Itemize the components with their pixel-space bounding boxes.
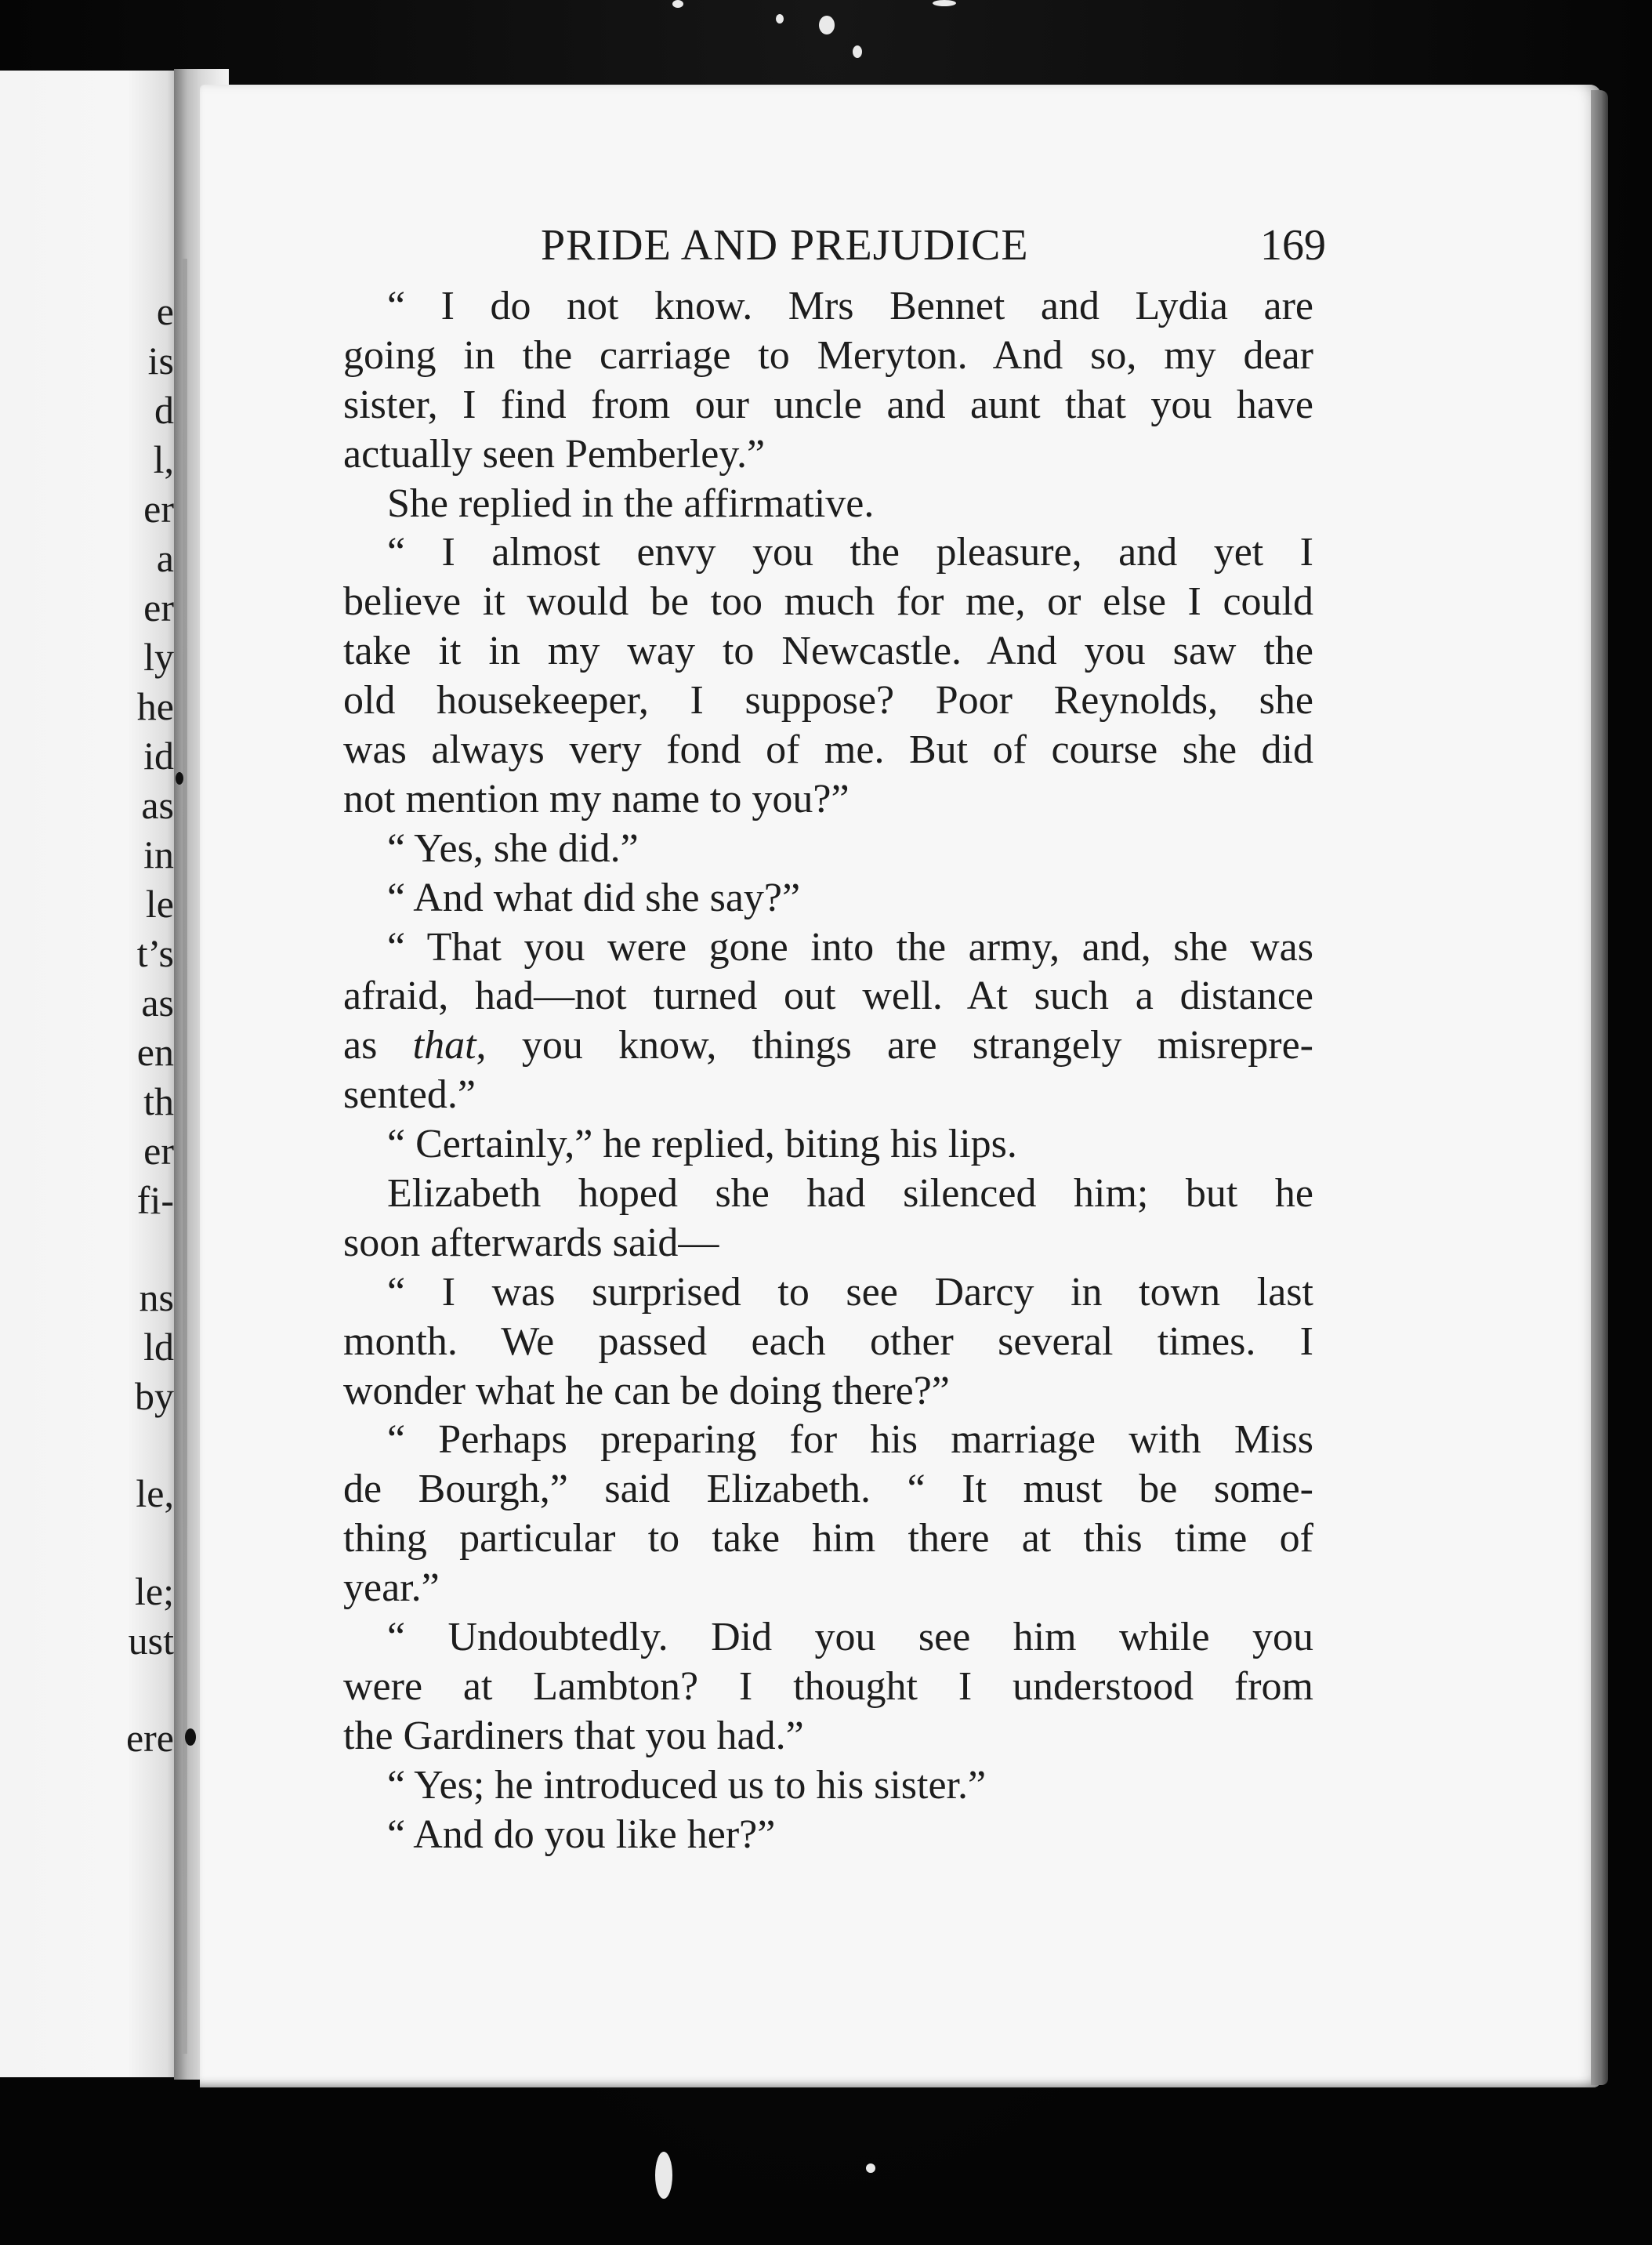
text-line: old housekeeper, I suppose? Poor Reynolds, she <box>343 678 1313 724</box>
text-line: “ I was surprised to see Darcy in town last <box>387 1269 1313 1315</box>
text-line: going in the carriage to Meryton. And so, my dear <box>343 332 1313 378</box>
dust-speck <box>933 0 956 6</box>
left-page-fragment: is <box>147 339 174 383</box>
left-page-fragment: ly <box>143 635 174 679</box>
page-edge-shadow <box>1591 90 1608 2085</box>
left-page-fragment: ust <box>128 1619 174 1663</box>
text-line: “ I do not know. Mrs Bennet and Lydia are <box>387 284 1313 328</box>
left-page-fragment: ns <box>139 1275 174 1319</box>
text-line: the Gardiners that you had.” <box>343 1713 804 1758</box>
text-line: “ Undoubtedly. Did you see him while you <box>387 1615 1313 1660</box>
text-line: Elizabeth hoped she had silenced him; but he <box>387 1171 1313 1217</box>
text-line: as that, you know, things are strangely misrepre- <box>343 1023 1313 1068</box>
text-line: believe it would be too much for me, or else I could <box>343 579 1313 625</box>
text-line: afraid, had—not turned out well. At such a distance <box>343 974 1313 1019</box>
left-page-fragment: by <box>135 1374 174 1418</box>
left-page-fragment: le; <box>135 1569 174 1613</box>
gutter-shadow-line <box>183 259 187 2054</box>
dust-speck <box>655 2152 672 2199</box>
text-line: sented.” <box>343 1072 476 1118</box>
binding-mark <box>185 1728 196 1746</box>
left-page-fragment: fi- <box>136 1178 174 1222</box>
text-line: “ And what did she say?” <box>387 875 801 920</box>
text-line: wonder what he can be doing there?” <box>343 1368 950 1413</box>
left-page-fragment: a <box>156 536 174 580</box>
left-page-fragment: id <box>143 734 174 778</box>
left-page-fragment: th <box>143 1079 174 1123</box>
left-page-fragment: er <box>143 487 174 531</box>
left-page-fragment: t’s <box>136 931 174 975</box>
left-page-fragment: l, <box>153 437 174 481</box>
text-line: actually seen Pemberley.” <box>343 431 766 477</box>
page-number: 169 <box>1260 221 1326 270</box>
dust-speck <box>776 14 784 24</box>
text-line: “ Yes, she did.” <box>387 825 639 871</box>
text-line: not mention my name to you?” <box>343 776 850 821</box>
text-line: were at Lambton? I thought I understood from <box>343 1663 1313 1709</box>
left-page-fragment: ld <box>143 1325 174 1369</box>
emphasis-word: that <box>412 1023 476 1068</box>
left-page-fragment: as <box>141 981 174 1025</box>
left-page-fragment: er <box>143 1129 174 1173</box>
left-page-fragment: ere <box>125 1716 174 1760</box>
text-line: year.” <box>343 1565 440 1611</box>
text-line: She replied in the affirmative. <box>387 481 875 526</box>
left-page-fragment: le, <box>136 1471 174 1515</box>
left-facing-page <box>0 71 182 2077</box>
text-line: “ I almost envy you the pleasure, and yet I <box>387 530 1313 575</box>
left-page-fragment: e <box>156 289 174 333</box>
left-page-fragment: as <box>141 783 174 827</box>
running-title: PRIDE AND PREJUDICE <box>541 221 1029 270</box>
text-line: “ That you were gone into the army, and, she was <box>387 924 1313 970</box>
body-text <box>343 282 1313 1860</box>
text-line: “ Perhaps preparing for his marriage with Miss <box>387 1417 1313 1463</box>
left-page-fragment: d <box>154 388 174 432</box>
binding-mark <box>176 772 183 785</box>
text-line: month. We passed each other several times. I <box>343 1318 1313 1364</box>
text-line: soon afterwards said— <box>343 1220 719 1265</box>
text-line: “ Yes; he introduced us to his sister.” <box>387 1762 987 1808</box>
text-line: thing particular to take him there at this time of <box>343 1516 1313 1561</box>
text-line: was always very fond of me. But of course she did <box>343 727 1313 773</box>
text-line: “ And do you like her?” <box>387 1812 776 1857</box>
dust-speck <box>866 2163 875 2173</box>
text-line: “ Certainly,” he replied, biting his lips. <box>387 1122 1017 1167</box>
left-page-fragment: er <box>143 586 174 629</box>
text-line: take it in my way to Newcastle. And you saw the <box>343 629 1313 674</box>
left-page-fragment: le <box>145 882 174 926</box>
dust-speck <box>672 0 683 8</box>
text-line: sister, I find from our uncle and aunt that you have <box>343 382 1313 427</box>
dust-speck <box>853 45 862 58</box>
left-page-fragment: he <box>136 684 174 728</box>
left-page-fragment: in <box>143 832 174 876</box>
text-line: de Bourgh,” said Elizabeth. “ It must be some- <box>343 1467 1313 1512</box>
left-page-fragment: en <box>136 1030 174 1074</box>
dust-speck <box>819 16 835 34</box>
